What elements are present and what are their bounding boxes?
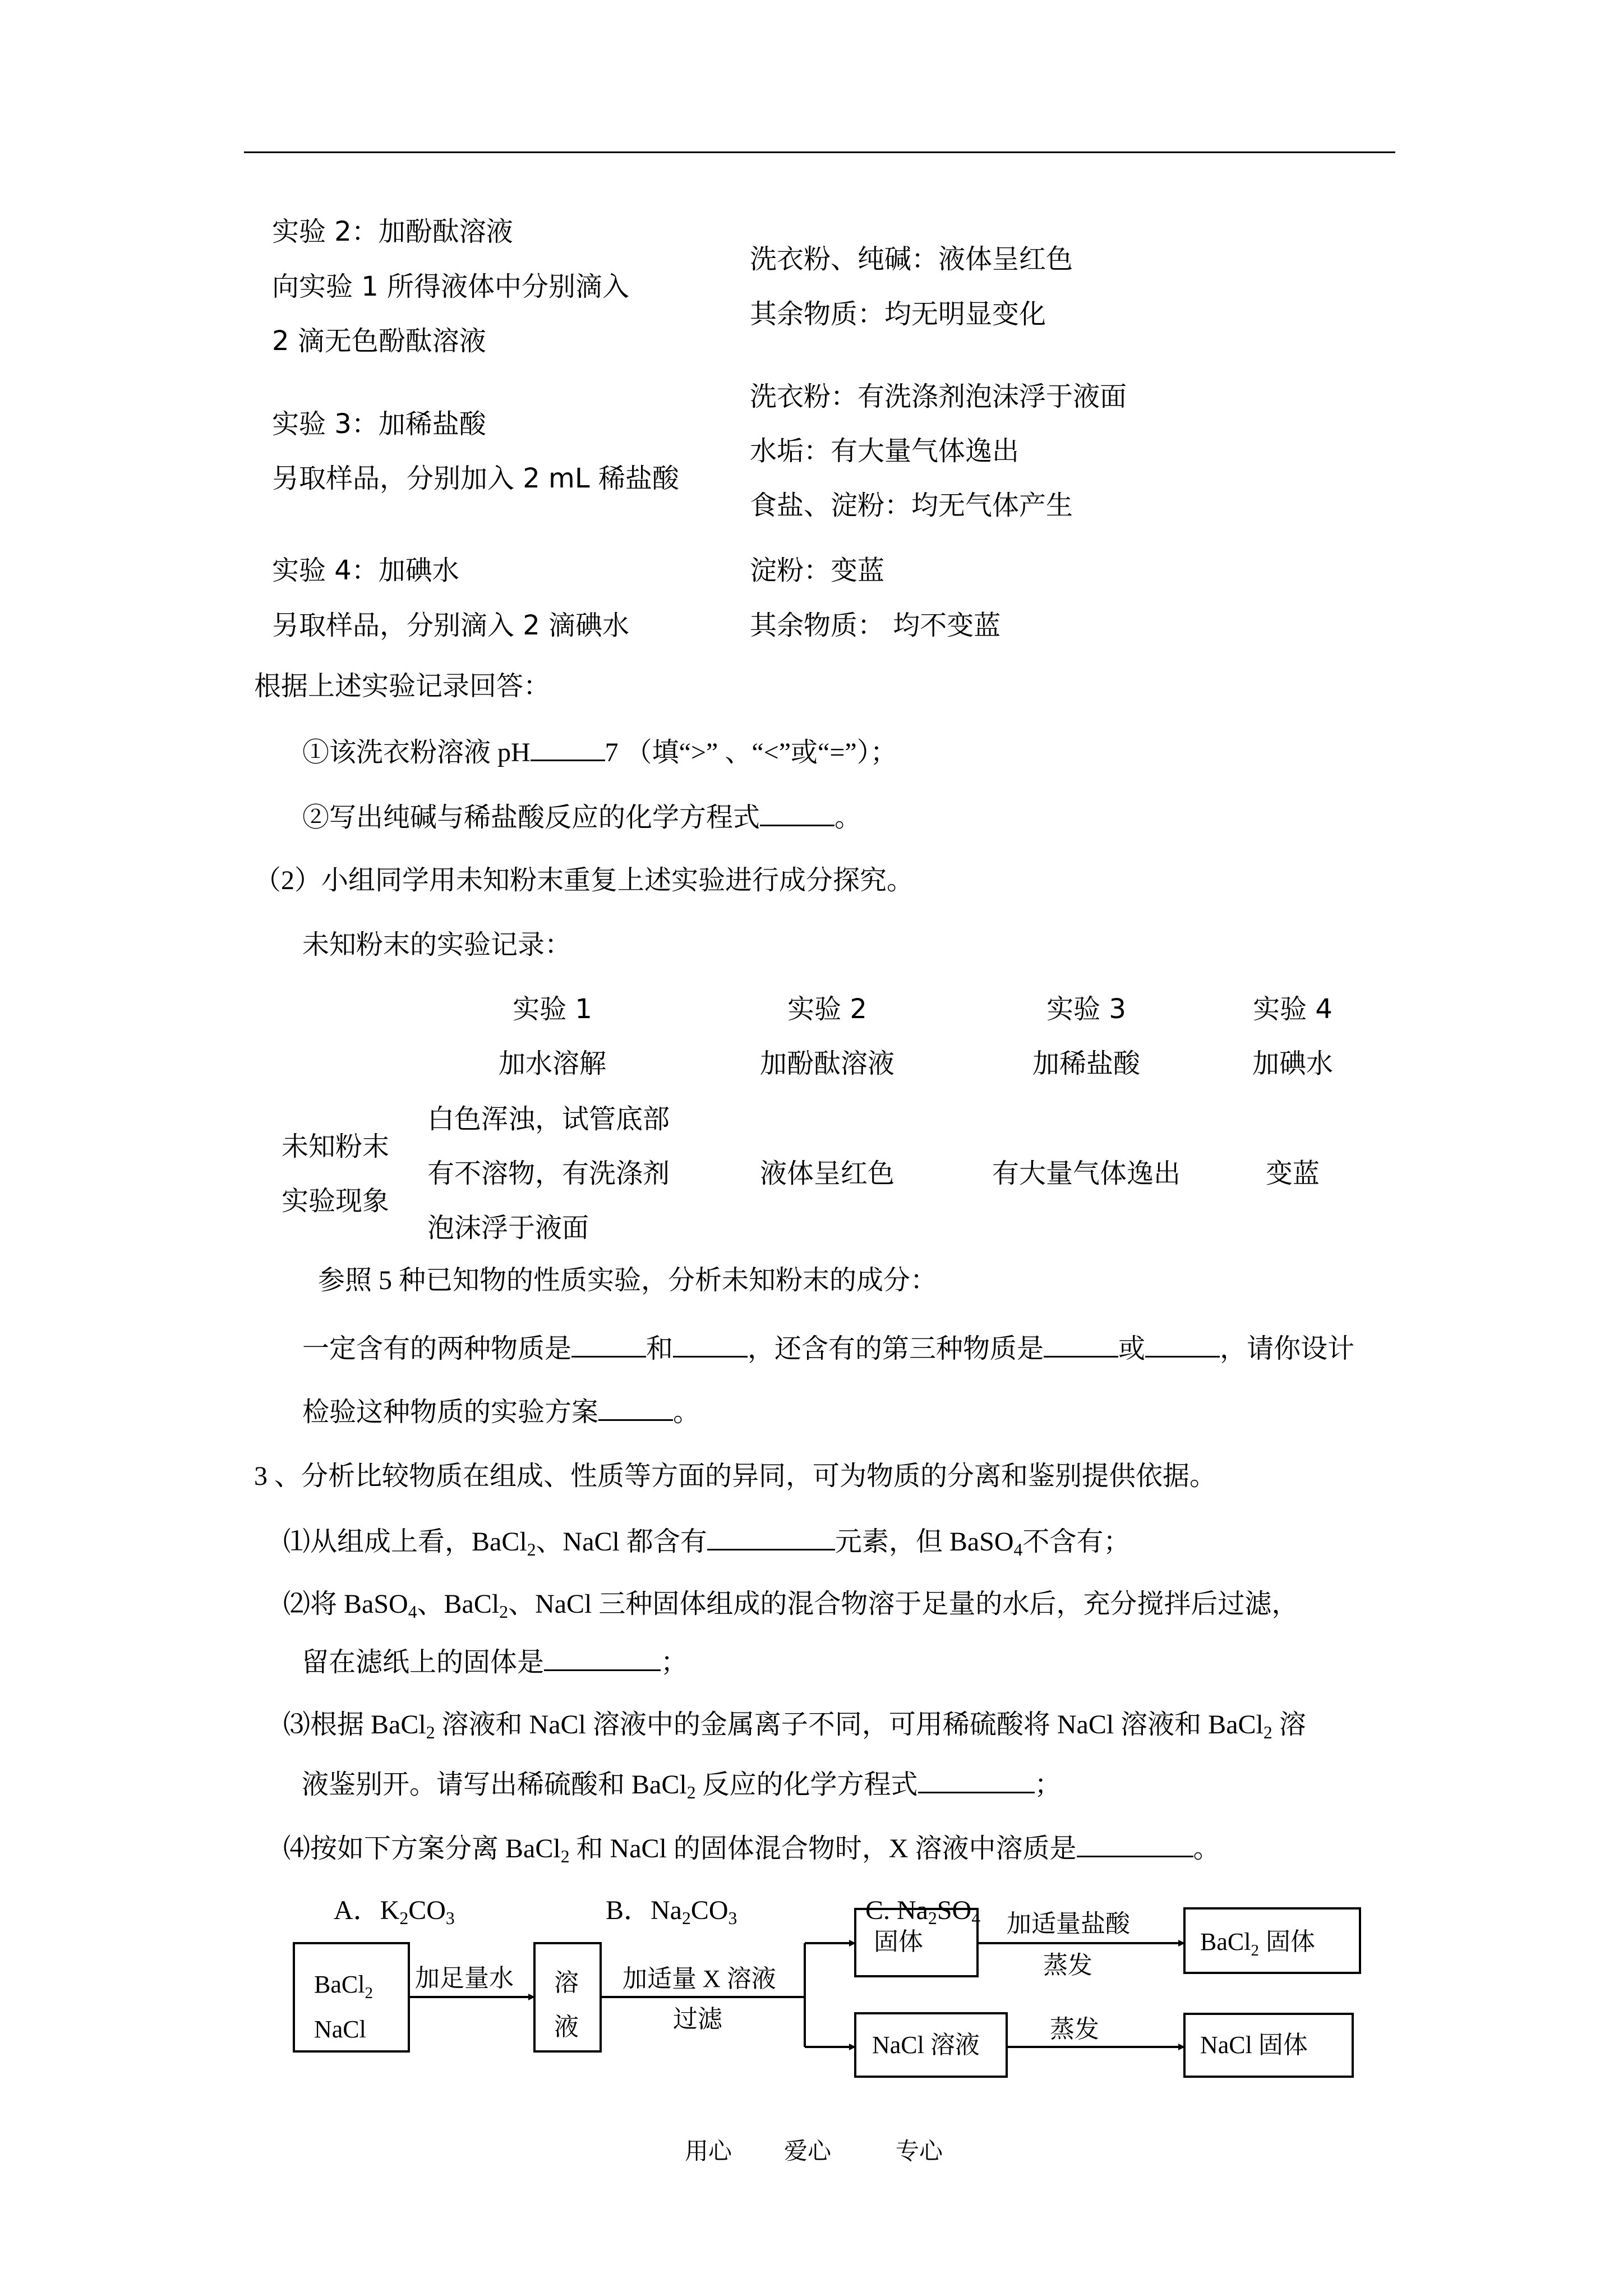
exp2-desc-1: 向实验 1 所得液体中分别滴入	[272, 271, 630, 302]
q3-item-2-line-2: 留在滤纸上的固体是 ；	[302, 1645, 688, 1680]
solid-label: 固体	[874, 1928, 923, 1955]
table-header-exp2: 实验 2	[787, 993, 867, 1025]
table-header-exp1: 实验 1	[513, 993, 592, 1025]
start-nacl: NaCl	[314, 2016, 366, 2043]
exp3-result-1: 洗衣粉：有洗涤剂泡沫浮于液面	[750, 381, 1127, 412]
answer-intro: 根据上述实验记录回答：	[254, 671, 551, 701]
part-2-intro: （2）小组同学用未知粉末重复上述实验进行成分探究。	[254, 866, 914, 895]
record-title: 未知粉末的实验记录：	[302, 930, 572, 960]
exp3-title: 实验 3：加稀盐酸	[272, 408, 486, 440]
exp2-desc-2: 2 滴无色酚酞溶液	[272, 325, 486, 357]
obs4: 变蓝	[1265, 1158, 1320, 1189]
label-filter: 过滤	[673, 2005, 722, 2033]
question-1: ①该洗衣粉溶液 pH 7 （填“>” 、“<”或“=”）；	[302, 735, 897, 770]
option-a[interactable]: A．$K_2CO_3$	[334, 1895, 455, 1928]
start-bacl2: BaCl$_2$	[314, 1971, 373, 2002]
exp3-result-3: 食盐、淀粉：均无气体产生	[750, 490, 1073, 521]
table-header-exp4: 实验 4	[1253, 993, 1332, 1025]
footer-3: 专心	[896, 2137, 943, 2165]
table-header-exp3: 实验 3	[1046, 993, 1126, 1025]
label-evaporate-2: 蒸发	[1050, 2016, 1099, 2043]
obs1-line-2: 有不溶物，有洗涤剂	[427, 1158, 670, 1189]
solution-line-1: 溶	[554, 1969, 579, 1996]
exp3-result-2: 水垢：有大量气体逸出	[750, 435, 1020, 467]
must-contain-question: 一定含有的两种物质是 和 ，还含有的第三种物质是 或 ，请你设计	[302, 1331, 1354, 1366]
exp4-desc: 另取样品，分别滴入 2 滴碘水	[272, 610, 630, 641]
table-op-exp4: 加碘水	[1252, 1048, 1334, 1079]
design-question: 检验这种物质的实验方案 。	[302, 1395, 700, 1429]
footer-1: 用心	[685, 2137, 732, 2165]
question-2: ②写出纯碱与稀盐酸反应的化学方程式 。	[302, 800, 861, 835]
row-label-2: 实验现象	[281, 1185, 390, 1217]
exp3-desc: 另取样品，分别加入 2 mL 稀盐酸	[272, 463, 679, 494]
label-add-water: 加足量水	[415, 1964, 514, 1992]
reference-text: 参照 5 种已知物的性质实验，分析未知粉末的成分：	[318, 1266, 938, 1295]
exp2-result-2: 其余物质：均无明显变化	[750, 298, 1046, 330]
option-b[interactable]: B．$Na_2CO_3$	[606, 1895, 737, 1928]
table-op-exp1: 加水溶解	[498, 1048, 607, 1079]
exp4-result-1: 淀粉：变蓝	[750, 555, 885, 586]
obs3: 有大量气体逸出	[992, 1158, 1181, 1189]
exp2-title: 实验 2：加酚酞溶液	[272, 216, 513, 247]
exp2-result-1: 洗衣粉、纯碱：液体呈红色	[750, 243, 1073, 275]
exp4-result-2: 其余物质： 均不变蓝	[750, 610, 1001, 641]
label-add-hcl: 加适量盐酸	[1007, 1910, 1130, 1938]
label-evaporate-1: 蒸发	[1043, 1952, 1092, 1979]
exp4-title: 实验 4：加碘水	[272, 555, 459, 586]
obs1-line-1: 白色浑浊，试管底部	[427, 1103, 670, 1135]
table-op-exp3: 加稀盐酸	[1032, 1048, 1141, 1079]
footer-2: 爱心	[784, 2137, 832, 2165]
q3-item-2-line-1: ⑵将 BaSO$_4$、BaCl$_2$、NaCl 三种固体组成的混合物溶于足量的水后，充分搅拌后过滤，	[283, 1589, 1299, 1622]
table-op-exp2: 加酚酞溶液	[759, 1048, 895, 1079]
row-label-1: 未知粉末	[281, 1131, 390, 1162]
q3-item-4: ⑷按如下方案分离 BaCl$_2$ 和 NaCl 的固体混合物时，X 溶液中溶质是 。	[283, 1831, 1220, 1866]
nacl-solution-label: NaCl 溶液	[872, 2031, 980, 2059]
q3-intro: 3 、分析比较物质在组成、性质等方面的异同，可为物质的分离和鉴别提供依据。	[254, 1461, 1217, 1491]
obs2: 液体呈红色	[759, 1158, 895, 1189]
label-add-x: 加适量 X 溶液	[623, 1965, 776, 1993]
q3-item-3-line-1: ⑶根据 BaCl$_2$ 溶液和 NaCl 溶液中的金属离子不同，可用稀硫酸将 NaCl 溶液和 BaCl$_2$ 溶	[283, 1710, 1306, 1742]
q3-item-1: ⑴从组成上看，BaCl$_2$、NaCl 都含有 元素，但 BaSO$_4$不含有；	[283, 1524, 1130, 1559]
obs1-line-3: 泡沫浮于液面	[427, 1212, 589, 1244]
solution-line-2: 液	[554, 2013, 579, 2041]
option-c[interactable]: C. $Na_2SO_4$	[865, 1895, 981, 1928]
bacl2-solid-label: BaCl$_2$ 固体	[1200, 1928, 1315, 1959]
nacl-solid-label: NaCl 固体	[1200, 2031, 1308, 2059]
q3-item-3-line-2: 液鉴别开。请写出稀硫酸和 BaCl$_2$ 反应的化学方程式 ；	[302, 1767, 1062, 1802]
